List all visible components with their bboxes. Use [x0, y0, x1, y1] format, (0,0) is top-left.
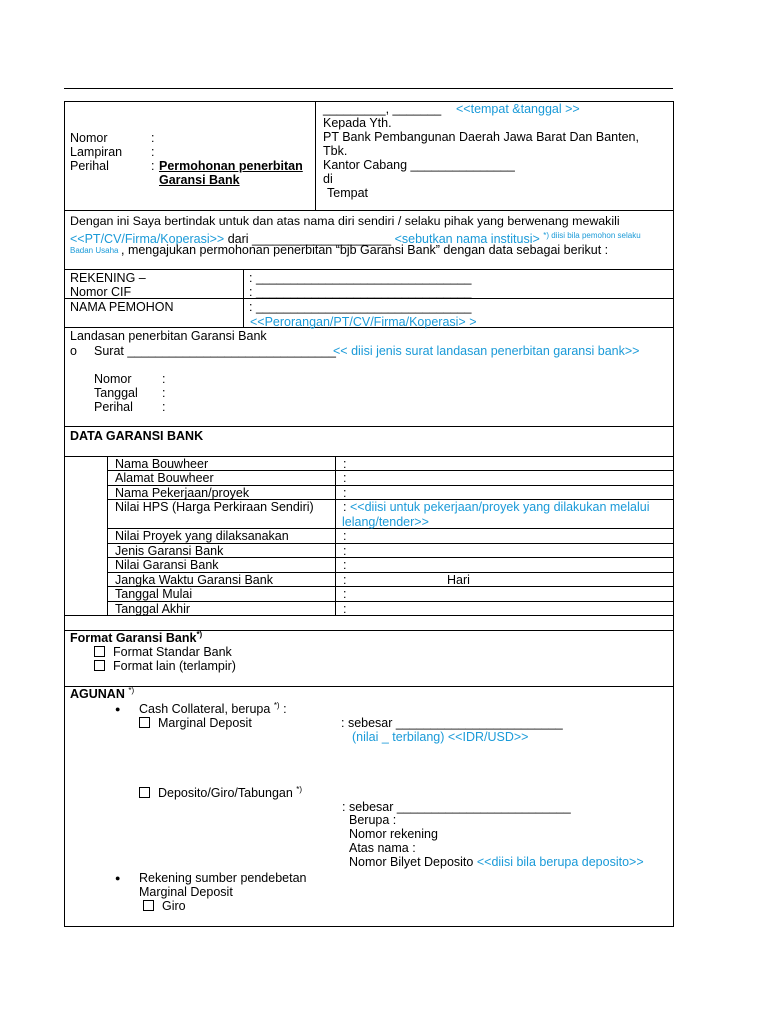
format-option-other[interactable] — [94, 659, 236, 673]
nama-pemohon-label: NAMA PEMOHON — [70, 300, 174, 314]
applicant-type-hint: <<Perorangan/PT/CV/Firma/Koperasi> > — [250, 315, 477, 329]
cif-label: Nomor CIF — [70, 285, 132, 299]
hps-hint-2: lelang/tender>> — [342, 515, 429, 529]
checkbox-icon[interactable] — [139, 787, 150, 798]
rule-header-end — [64, 210, 674, 211]
landasan-tanggal: Tanggal — [94, 386, 138, 400]
deposito-option[interactable] — [139, 786, 302, 800]
nomor-bilyet — [349, 855, 644, 869]
lampiran-label: Lampiran — [70, 145, 123, 159]
checkbox-icon[interactable] — [94, 660, 105, 671]
tempat-label: Tempat — [327, 186, 368, 200]
landasan-title: Landasan penerbitan Garansi Bank — [70, 329, 267, 343]
frame-bottom — [64, 926, 674, 927]
checkbox-icon[interactable] — [143, 900, 154, 911]
frame-left — [64, 101, 65, 927]
format-option-label: Format Standar Bank — [113, 645, 232, 659]
perihal-value-1: Permohonan penerbitan — [159, 159, 303, 173]
garansi-row-rule — [107, 601, 674, 602]
format-option-label: Format lain (terlampir) — [113, 659, 236, 673]
format-option-standard[interactable] — [94, 645, 232, 659]
landasan-perihal-colon: : — [162, 400, 166, 414]
cash-bullet: ● — [115, 704, 121, 714]
garansi-row-value: : — [343, 587, 347, 601]
landasan-bullet: o — [70, 344, 77, 358]
garansi-row-value: : — [343, 486, 347, 500]
marginal-deposit-label: Marginal Deposit — [158, 716, 252, 730]
agunan-title-text: AGUNAN — [70, 687, 125, 701]
rekening-sumber-1: Rekening sumber pendebetan — [139, 871, 307, 885]
institution-hint: <sebutkan nama institusi> — [394, 232, 540, 247]
landasan-nomor-colon: : — [162, 372, 166, 386]
checkbox-icon[interactable] — [139, 717, 150, 728]
bank-name-1: PT Bank Pembangunan Daerah Jawa Barat Dan Banten, — [323, 130, 639, 144]
garansi-row-label: Nama Bouwheer — [115, 457, 209, 471]
checkbox-icon[interactable] — [94, 646, 105, 657]
garansi-title: DATA GARANSI BANK — [70, 429, 204, 443]
badan-usaha: Badan Usaha — [70, 246, 119, 255]
nama-pemohon-blank: : _______________________________ — [249, 300, 472, 314]
date-line: _________, _______ — [323, 102, 442, 116]
format-title — [70, 631, 202, 645]
perihal-colon: : — [151, 159, 155, 173]
atas-nama-label: Atas nama : — [349, 841, 416, 855]
cash-footnote: *) — [273, 700, 280, 710]
sebesar-1: : sebesar ________________________ — [341, 716, 563, 730]
perihal-value-2: Garansi Bank — [159, 173, 240, 187]
intro-footnote: *) diisi bila pemohon selaku — [543, 231, 641, 240]
cash-collateral-text: Cash Collateral, berupa — [139, 702, 271, 716]
surat-line: Surat ______________________________ — [94, 344, 336, 358]
garansi-row-value: : — [343, 500, 347, 514]
format-footnote: *) — [196, 629, 203, 639]
garansi-row-label: Nilai HPS (Harga Perkiraan Sendiri) — [115, 500, 314, 514]
dari-blank: dari ____________________ — [227, 232, 392, 247]
garansi-row-label: Nilai Proyek yang dilaksanakan — [115, 529, 289, 543]
marginal-deposit-option[interactable] — [139, 716, 252, 730]
kantor-cabang: Kantor Cabang _______________ — [323, 158, 515, 172]
nomor-rekening-label: Nomor rekening — [349, 827, 438, 841]
garansi-row-label: Jenis Garansi Bank — [115, 544, 224, 558]
surat-hint: << diisi jenis surat landasan penerbitan garansi bank>> — [333, 344, 640, 358]
top-rule — [64, 88, 673, 89]
date-hint: <<tempat &tanggal >> — [456, 102, 580, 116]
garansi-row-value: : — [343, 529, 347, 543]
agunan-title — [70, 687, 134, 701]
garansi-row-value: : — [343, 558, 347, 572]
garansi-column-rule — [335, 456, 336, 615]
format-title-text: Format Garansi Bank — [70, 631, 197, 645]
garansi-column-rule — [107, 456, 108, 615]
rule-landasan-end — [64, 426, 674, 427]
deposito-label: Deposito/Giro/Tabungan — [158, 786, 293, 800]
rekening-bullet: ● — [115, 873, 121, 883]
landasan-tanggal-colon: : — [162, 386, 166, 400]
garansi-row-value: : — [343, 544, 347, 558]
header-divider — [315, 101, 316, 211]
nomor-colon: : — [151, 131, 155, 145]
rule-intro-end — [64, 269, 674, 270]
rule-format-end — [64, 686, 674, 687]
berupa-label: Berupa : — [349, 813, 397, 827]
garansi-row-label: Tanggal Mulai — [115, 587, 193, 601]
kepada-yth: Kepada Yth. — [323, 116, 392, 130]
bank-name-2: Tbk. — [323, 144, 348, 158]
agunan-footnote: *) — [128, 685, 135, 695]
nomor-bilyet-label: Nomor Bilyet Deposito — [349, 855, 474, 869]
hari-label: Hari — [447, 573, 470, 587]
cash-collateral — [139, 702, 287, 716]
rekening-label: REKENING – — [70, 271, 146, 285]
garansi-row-value: : — [343, 573, 347, 587]
frame-right — [673, 101, 674, 927]
deposito-footnote: *) — [296, 784, 303, 794]
intro-line-1: Dengan ini Saya bertindak untuk dan atas nama diri sendiri / selaku pihak yang berwenang mewakili — [70, 214, 620, 228]
rekening-sumber-2: Marginal Deposit — [139, 885, 233, 899]
landasan-perihal: Perihal — [94, 400, 133, 414]
giro-option[interactable] — [143, 899, 186, 913]
garansi-row-label: Alamat Bouwheer — [115, 471, 214, 485]
garansi-row-label: Nilai Garansi Bank — [115, 558, 219, 572]
garansi-row-value: : — [343, 457, 347, 471]
hps-hint-1: <<diisi untuk pekerjaan/proyek yang dilakukan melalui — [350, 500, 650, 514]
garansi-row-value: : — [343, 471, 347, 485]
di-label: di — [323, 172, 333, 186]
rekening-blank: : _______________________________ — [249, 271, 472, 285]
nomor-label: Nomor — [70, 131, 108, 145]
cash-colon: : — [283, 702, 287, 716]
garansi-row-label: Tanggal Akhir — [115, 602, 191, 616]
entity-hint: <<PT/CV/Firma/Koperasi>> — [70, 232, 225, 247]
nilai-hint: (nilai _ terbilang) <<IDR/USD>> — [352, 730, 529, 744]
perihal-label: Perihal — [70, 159, 109, 173]
garansi-row-label: Nama Pekerjaan/proyek — [115, 486, 250, 500]
bilyet-hint: <<diisi bila berupa deposito>> — [476, 855, 644, 869]
garansi-row-value: : — [343, 602, 347, 616]
garansi-row-label: Jangka Waktu Garansi Bank — [115, 573, 273, 587]
giro-label: Giro — [162, 899, 186, 913]
cif-blank: : _______________________________ — [249, 285, 472, 299]
landasan-nomor: Nomor — [94, 372, 132, 386]
sebesar-2: : sebesar _________________________ — [342, 800, 571, 814]
intro-line-3: , mengajukan permohonan penerbitan “bjb Garansi Bank” dengan data sebagai berikut : — [121, 243, 609, 257]
lampiran-colon: : — [151, 145, 155, 159]
